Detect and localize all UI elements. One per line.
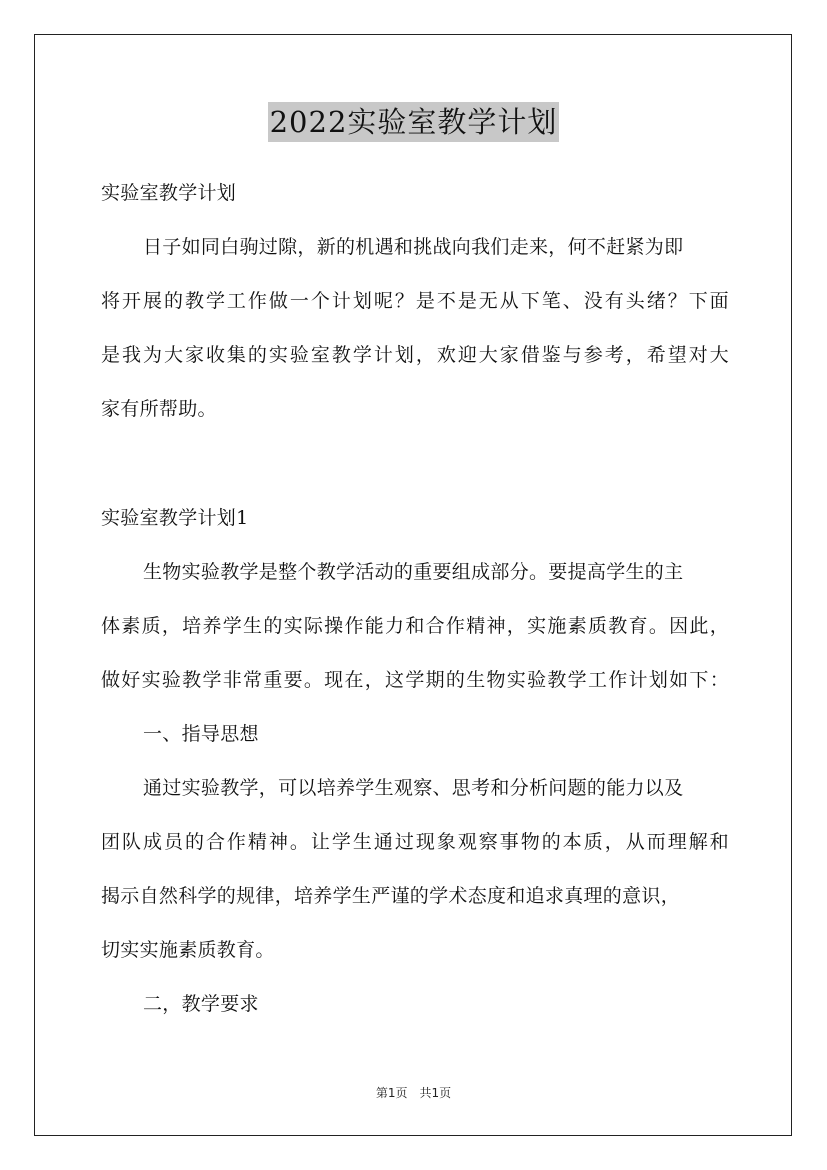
section-heading-guiding-idea: 一、指导思想 — [143, 723, 259, 745]
paragraph-line: 切实实施素质教育。 — [101, 939, 275, 961]
intro-line: 是我为大家收集的实验室教学计划，欢迎大家借鉴与参考，希望对大 — [101, 344, 729, 366]
intro-line: 日子如同白驹过隙，新的机遇和挑战向我们走来，何不赶紧为即 — [143, 236, 684, 258]
intro-line: 家有所帮助。 — [101, 398, 217, 420]
section-heading-teaching-requirements: 二，教学要求 — [143, 993, 259, 1015]
subheading-plan-1: 实验室教学计划1 — [101, 507, 249, 529]
paragraph-line: 体素质，培养学生的实际操作能力和合作精神，实施素质教育。因此， — [101, 615, 729, 637]
document-title: 2022实验室教学计划 — [268, 102, 560, 142]
title-container — [0, 102, 827, 142]
paragraph-line: 做好实验教学非常重要。现在，这学期的生物实验教学工作计划如下： — [101, 669, 729, 691]
paragraph-line: 团队成员的合作精神。让学生通过现象观察事物的本质，从而理解和 — [101, 831, 729, 853]
intro-line: 将开展的教学工作做一个计划呢？是不是无从下笔、没有头绪？下面 — [101, 290, 729, 312]
paragraph-line: 揭示自然科学的规律，培养学生严谨的学术态度和追求真理的意识， — [101, 885, 681, 907]
paragraph-line: 生物实验教学是整个教学活动的重要组成部分。要提高学生的主 — [143, 561, 684, 583]
subheading-plan: 实验室教学计划 — [101, 182, 237, 204]
page-number-footer: 第1页 共1页 — [375, 1086, 452, 1100]
paragraph-line: 通过实验教学，可以培养学生观察、思考和分析问题的能力以及 — [143, 777, 684, 799]
